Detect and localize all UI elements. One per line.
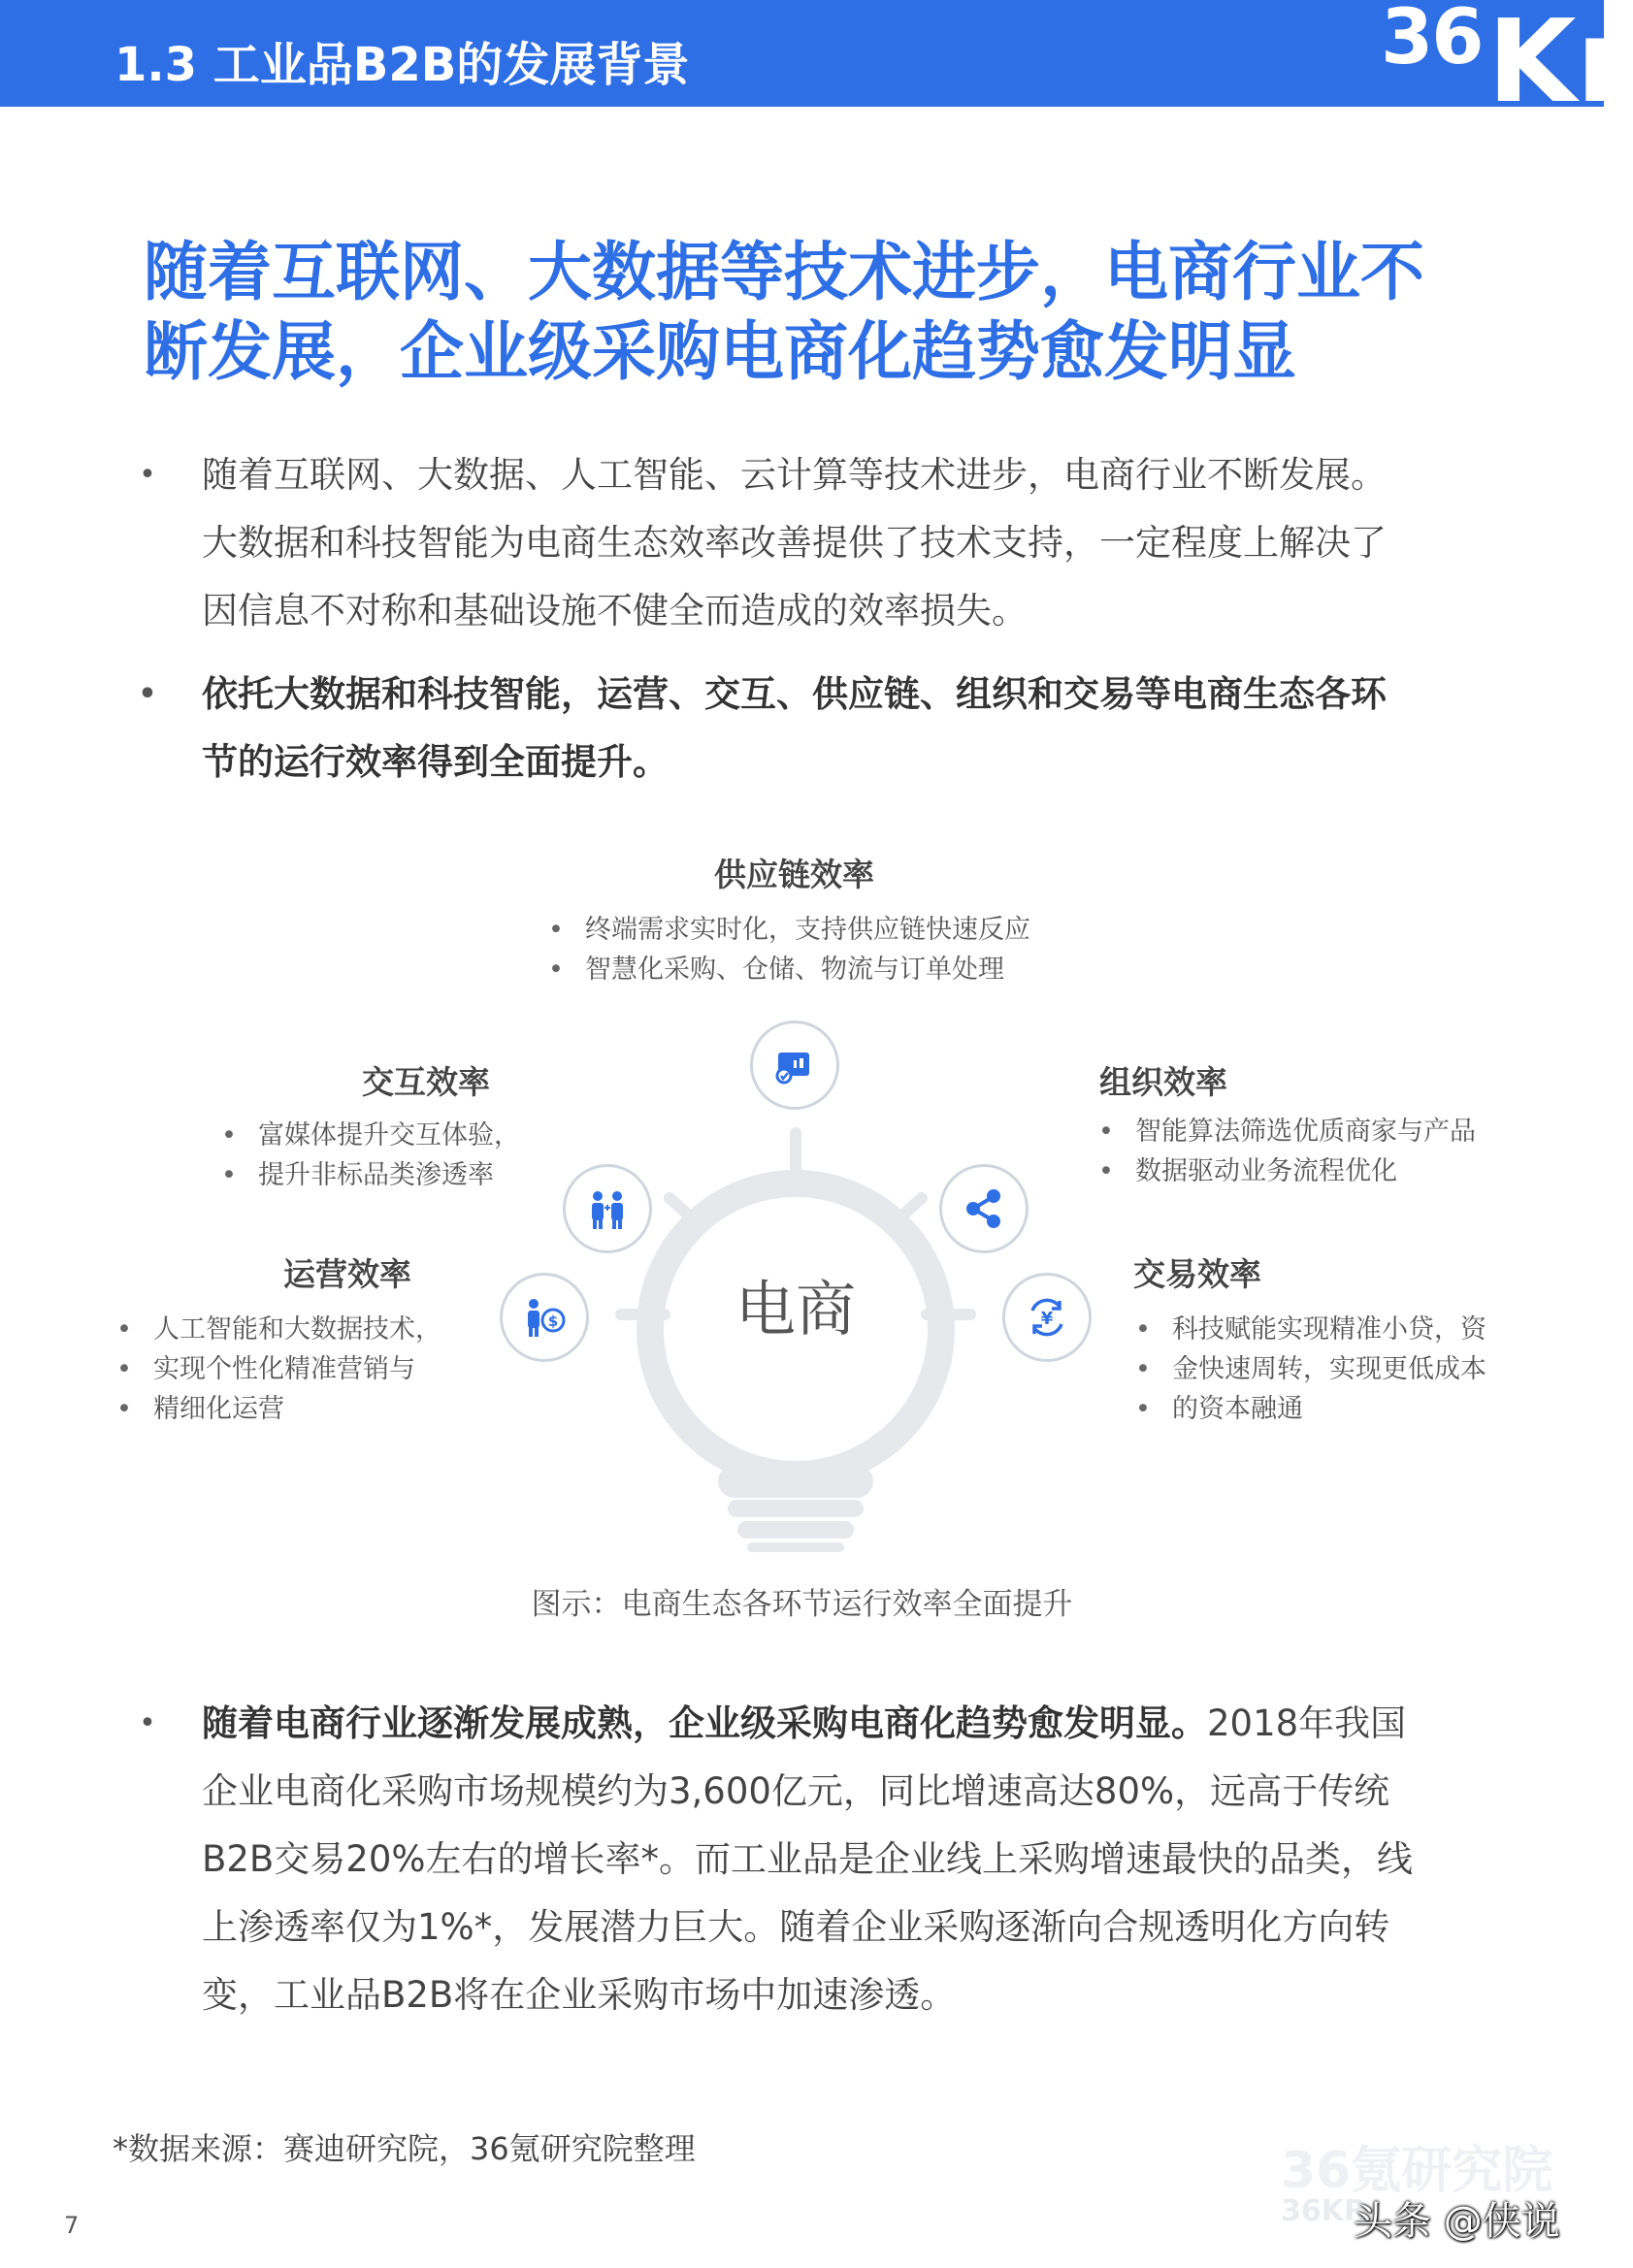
page-number: 7 <box>64 2212 80 2239</box>
node-items-transaction <box>1135 1310 1486 1429</box>
headline-line-1: 随着互联网、大数据等技术进步，电商行业不 <box>144 235 1424 309</box>
svg-text:$: $ <box>547 1312 559 1330</box>
center-label: 电商 <box>735 1274 856 1345</box>
node-item: • 数据驱动业务流程优化 <box>1098 1151 1476 1191</box>
figure-caption: 图示：电商生态各环节运行效率全面提升 <box>531 1587 1073 1622</box>
bullet-bold-lead: 随着电商行业逐渐发展成熟，企业级采购电商化趋势愈发明显。 <box>202 1702 1207 1744</box>
node-item: • 终端需求实时化，支持供应链快速反应 <box>548 910 1030 950</box>
node-item: • 科技赋能实现精准小贷，资 <box>1135 1310 1486 1349</box>
node-items-supply <box>548 910 1030 989</box>
node-item: • 富媒体提升交互体验， <box>221 1116 520 1155</box>
node-title-operation: 运营效率 <box>283 1255 411 1293</box>
section-title: 1.3 工业品B2B的发展背景 <box>114 38 690 92</box>
watermark-org-latin: 36KR <box>1281 2194 1367 2228</box>
watermark-org: 36氪研究院 <box>1281 2142 1553 2200</box>
person-coin-icon <box>518 1291 571 1344</box>
data-source: *数据来源：赛迪研究院，36氪研究院整理 <box>113 2130 696 2167</box>
node-title-transaction: 交易效率 <box>1133 1255 1261 1293</box>
node-title-supply: 供应链效率 <box>714 856 874 893</box>
bullet-item-bold: • 依托大数据和科技智能，运营、交互、供应链、组织和交易等电商生态各环 节的运行效率得到全面提升。 <box>136 661 1475 796</box>
supply-chain-icon <box>750 1021 839 1110</box>
operation-icon <box>500 1273 589 1362</box>
node-item: • 人工智能和大数据技术， <box>116 1310 441 1349</box>
bullet-item: • 随着互联网、大数据、人工智能、云计算等技术进步，电商行业不断发展。 大数据和科技智能为电商生态效率改善提供了技术支持，一定程度上解决了 因信息不对称和基础设施不健全而造成的效率损失。 <box>136 441 1475 645</box>
node-items-interaction <box>221 1116 520 1195</box>
logo-text-36: 36 <box>1381 0 1483 81</box>
bullet-dot: • <box>139 1706 156 1740</box>
bullet-list-top <box>136 441 1475 796</box>
svg-text:¥: ¥ <box>1040 1309 1054 1329</box>
two-people-icon <box>581 1183 634 1235</box>
box-icon <box>768 1039 821 1091</box>
interaction-icon <box>563 1164 652 1253</box>
node-item: • 提升非标品类渗透率 <box>221 1155 520 1195</box>
watermark-toutiao: 头条 @侠说 <box>1354 2199 1560 2244</box>
logo-36kr <box>1381 0 1633 128</box>
node-item: • 智慧化采购、仓储、物流与订单处理 <box>548 950 1030 989</box>
node-title-organization: 组织效率 <box>1099 1063 1227 1101</box>
node-items-operation <box>116 1310 441 1429</box>
logo-text-kr: Kr <box>1487 0 1633 128</box>
transaction-icon <box>1002 1273 1092 1362</box>
node-items-organization <box>1098 1112 1476 1191</box>
node-item: • 智能算法筛选优质商家与产品 <box>1098 1112 1476 1151</box>
node-item: • 的资本融通 <box>1135 1389 1486 1429</box>
node-item: • 金快速周转，实现更低成本 <box>1135 1349 1486 1389</box>
node-item: • 实现个性化精准营销与 <box>116 1349 441 1389</box>
headline <box>144 233 1502 392</box>
yuan-exchange-icon <box>1021 1291 1073 1344</box>
bullet-item: • 随着电商行业逐渐发展成熟，企业级采购电商化趋势愈发明显。2018年我国 企业电商化采购市场规模约为3,600亿元，同比增速高达80%，远高于传统 B2B交易20%左右的增长率*。而工业品是企业线上采购增速最快的品类，线 上渗透率仅为1%*，发展潜力巨大。随着企业采购逐渐向合规透明化方向转 变，工业品B2B将在企业采购市场中加速渗透。 <box>136 1690 1475 2029</box>
share-icon <box>958 1183 1010 1235</box>
bullet-dot: • <box>139 458 156 492</box>
organization-icon <box>939 1164 1029 1253</box>
efficiency-diagram <box>0 825 1604 1523</box>
headline-line-2: 断发展，企业级采购电商化趋势愈发明显 <box>144 314 1296 389</box>
node-title-interaction: 交互效率 <box>362 1063 490 1101</box>
bullet-dot: • <box>138 677 157 711</box>
bullet-list-bottom <box>136 1690 1475 2029</box>
node-item: • 精细化运营 <box>116 1389 441 1429</box>
